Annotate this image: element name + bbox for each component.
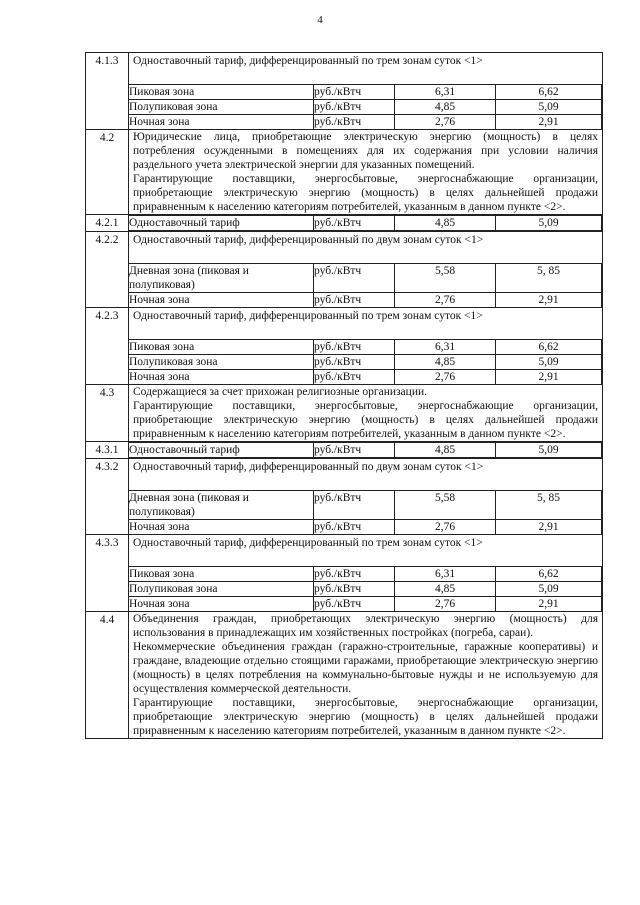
row-paragraph: Гарантирующие поставщики, энергосбытовые, энергоснабжающие организации, приобретающие электрическую энергию (мощность) в целях дальнейшей продажи приравненным к населению категориям потребителей, указанным в данном пункте <2>. bbox=[133, 173, 598, 213]
row-paragraph: Некоммерческие объединения граждан (гаражно-строительные, гаражные кооперативы) и граждане, владеющие отдельно стоящими гаражами, приобретающие электрическую энергию (мощность) в целях потребления на коммунально-бытовые нужды и не используемую для осуществления коммерческой деятельности. bbox=[133, 641, 598, 695]
zone-row: Полупиковая зона руб./кВтч 4,85 5,09 bbox=[129, 100, 602, 115]
zone-table bbox=[129, 490, 602, 534]
table-row bbox=[86, 442, 603, 459]
row-title: Одноставочный тариф, дифференцированный по трем зонам суток <1> bbox=[133, 537, 483, 549]
zone-table bbox=[129, 566, 602, 611]
row-title: Одноставочный тариф, дифференцированный по трем зонам суток <1> bbox=[133, 55, 483, 67]
zone-row: Дневная зона (пиковая и полупиковая) руб./кВтч 5,58 5, 85 bbox=[129, 491, 602, 520]
table-row bbox=[86, 232, 603, 308]
table-row bbox=[86, 130, 603, 215]
tariff-table bbox=[85, 52, 603, 739]
table-row bbox=[86, 459, 603, 535]
row-title: Одноставочный тариф, дифференцированный по двум зонам суток <1> bbox=[133, 234, 484, 246]
row-paragraph: Гарантирующие поставщики, энергосбытовые, энергоснабжающие организации, приобретающие электрическую энергию (мощность) в целях дальнейшей продажи приравненным к населению категориям потребителей, указанным в данном пункте <2>. bbox=[133, 697, 598, 737]
table-row bbox=[86, 215, 603, 232]
tariff-line: Одноставочный тариф руб./кВтч 4,85 5,09 bbox=[129, 442, 602, 458]
row-paragraph: Содержащиеся за счет прихожан религиозные организации. bbox=[133, 386, 427, 398]
page-number: 4 bbox=[317, 14, 323, 26]
zone-table bbox=[129, 84, 602, 129]
table-row bbox=[86, 53, 603, 130]
row-number: 4.4 bbox=[86, 612, 129, 739]
zone-row: Пиковая зона руб./кВтч 6,31 6,62 bbox=[129, 340, 602, 355]
zone-row: Ночная зона руб./кВтч 2,76 2,91 bbox=[129, 520, 602, 535]
zone-row: Полупиковая зона руб./кВтч 4,85 5,09 bbox=[129, 355, 602, 370]
row-paragraph: Юридические лица, приобретающие электрическую энергию (мощность) в целях потребления осужденными в помещениях для их содержания при условии наличия раздельного учета электрической энергии для указанных помещений. bbox=[133, 131, 598, 171]
zone-row: Ночная зона руб./кВтч 2,76 2,91 bbox=[129, 597, 602, 612]
row-number: 4.2 bbox=[86, 130, 129, 215]
row-number: 4.3.1 bbox=[86, 442, 129, 459]
zone-table bbox=[129, 263, 602, 307]
table-row bbox=[86, 385, 603, 442]
row-number: 4.2.1 bbox=[86, 215, 129, 232]
row-number: 4.1.3 bbox=[86, 53, 129, 130]
zone-row: Ночная зона руб./кВтч 2,76 2,91 bbox=[129, 293, 602, 308]
table-row bbox=[86, 612, 603, 739]
zone-table bbox=[129, 339, 602, 384]
zone-row: Ночная зона руб./кВтч 2,76 2,91 bbox=[129, 370, 602, 385]
row-number: 4.3.2 bbox=[86, 459, 129, 535]
zone-row: Пиковая зона руб./кВтч 6,31 6,62 bbox=[129, 567, 602, 582]
row-number: 4.2.3 bbox=[86, 308, 129, 385]
row-paragraph: Гарантирующие поставщики, энергосбытовые, энергоснабжающие организации, приобретающие электрическую энергию (мощность) в целях дальнейшей продажи приравненным к населению категориям потребителей, указанным в данном пункте <2>. bbox=[133, 400, 598, 440]
row-number: 4.3.3 bbox=[86, 535, 129, 612]
zone-row: Полупиковая зона руб./кВтч 4,85 5,09 bbox=[129, 582, 602, 597]
tariff-line: Одноставочный тариф руб./кВтч 4,85 5,09 bbox=[129, 215, 602, 231]
zone-row: Ночная зона руб./кВтч 2,76 2,91 bbox=[129, 115, 602, 130]
row-title: Одноставочный тариф, дифференцированный по трем зонам суток <1> bbox=[133, 310, 483, 322]
table-row bbox=[86, 535, 603, 612]
row-paragraph: Объединения граждан, приобретающих электрическую энергию (мощность) для использования в принадлежащих им хозяйственных постройках (погреба, сараи). bbox=[133, 613, 598, 639]
zone-row: Дневная зона (пиковая и полупиковая) руб./кВтч 5,58 5, 85 bbox=[129, 264, 602, 293]
row-title: Одноставочный тариф, дифференцированный по двум зонам суток <1> bbox=[133, 461, 484, 473]
row-number: 4.3 bbox=[86, 385, 129, 442]
zone-row: Пиковая зона руб./кВтч 6,31 6,62 bbox=[129, 85, 602, 100]
row-number: 4.2.2 bbox=[86, 232, 129, 308]
table-row bbox=[86, 308, 603, 385]
